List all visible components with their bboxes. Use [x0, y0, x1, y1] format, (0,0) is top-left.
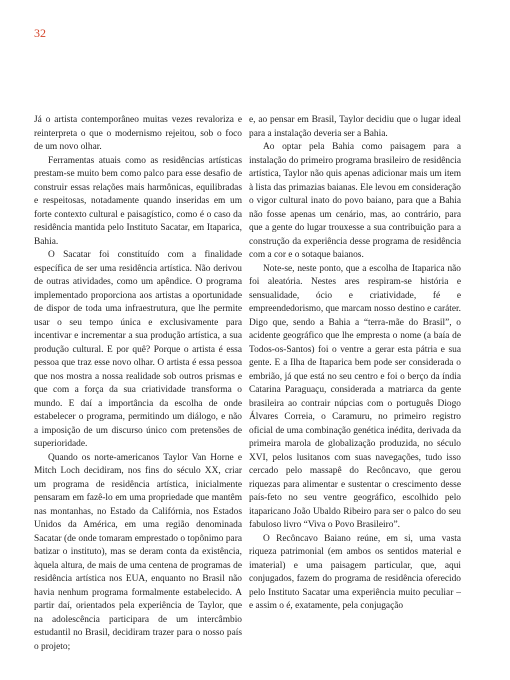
paragraph: O Recôncavo Baiano reúne, em si, uma vasta riqueza patrimonial (em ambos os sentidos material e imaterial) e uma paisagem particular, que, aqui conjugados, fazem do programa de residência oferecido pelo Instituto Sacatar uma experiência muito peculiar – e assim o é, exatamente, pela conjugação: [249, 533, 461, 611]
paragraph: Quando os norte-americanos Taylor Van Horne e Mitch Loch decidiram, nos fins do século XX, criar um programa de residência artística, inicialmente pensaram em fazê-lo em uma propriedade que mantêm nas montanhas, no Estado da Califórnia, nos Estados Unidos da América, em uma região denominada Sacatar (de onde tomaram emprestado o topônimo para batizar o instituto), mas se deram conta da existência, àquela altura, de mais de uma centena de programas de residência artística nos EUA, enquanto no Brasil não havia nenhum programa formalmente estabelecido. A partir daí, orientados pela experiência de Taylor, que na adolescência participara de um intercâmbio estudantil no Brasil, decidiram trazer para o nosso país o projeto;: [34, 452, 242, 652]
paragraph: Ao optar pela Bahia como paisagem para a instalação do primeiro programa brasileiro de residência artística, Taylor não quis apenas adicionar mais um item à lista das primazias baianas. Ele levou em consideração o vigor cultural inato do povo baiano, para que a Bahia não fosse apenas um cenário, mas, ao contrário, para que a gente do lugar trouxesse a sua contribuição para a construção da experiência desse programa de residência com a cor e o sotaque baianos.: [249, 142, 461, 260]
paragraph: O Sacatar foi constituído com a finalidade específica de ser uma residência artística. Não derivou de outras atividades, como um apêndice. O programa implementado proporciona aos artistas a oportunidade de dispor de toda uma infraestrutura, que lhe permite usar o seu tempo única e exclusivamente para incentivar e incrementar a sua produção artística, a sua produção cultural. E por quê? Porque o artista é essa pessoa que traz esse novo olhar. O artista é essa pessoa que nos mostra a nossa realidade sob outros prismas e que com a força da sua criatividade transforma o mundo. E daí a importância da escolha de onde estabelecer o programa, permitindo um diálogo, e não a imposição de um discurso único com pretensões de superioridade.: [34, 250, 242, 449]
paragraph: e, ao pensar em Brasil, Taylor decidiu que o lugar ideal para a instalação deveria ser a Bahia.: [249, 115, 461, 139]
text-column-right: [249, 114, 461, 614]
page-number: 32: [34, 26, 46, 40]
text-column-left: [34, 114, 242, 654]
paragraph: Note-se, neste ponto, que a escolha de Itaparica não foi aleatória. Nestes ares respiram-se história e sensualidade, ócio e criatividade, fé e empreendedorismo, que marcam nosso destino e caráter. Digo que, sendo a Bahia a “terra-mãe do Brasil”, o acidente geográfico que lhe empresta o nome (a baía de Todos-os-Santos) foi o ventre a gerar esta pátria e sua gente. E a Ilha de Itaparica bem pode ser considerada o embrião, já que está no seu centro e foi o berço da índia Catarina Paraguaçu, considerada a matriarca da gente brasileira ao contrair núpcias com o português Diogo Álvares Correia, o Caramuru, no primeiro registro oficial de uma combinação genética inédita, derivada da primeira marola de globalização produzida, no século XVI, pelos lusitanos com suas navegações, tudo isso cercado pelo massapê do Recôncavo, que gerou riquezas para alimentar e sustentar o crescimento desse país-feto no seu ventre geográfico, escolhido pelo itaparicano João Ubaldo Ribeiro para ser o palco do seu fabuloso livro “Viva o Povo Brasileiro”.: [249, 263, 461, 530]
paragraph: Ferramentas atuais como as residências artísticas prestam-se muito bem como palco para esse desafio de construir essas relações mais harmônicas, equilibradas e respeitosas, notadamente quando inseridas em um forte contexto cultural e paisagístico, como é o caso da residência mantida pelo Instituto Sacatar, em Itaparica, Bahia.: [34, 155, 242, 247]
paragraph: Já o artista contemporâneo muitas vezes revaloriza e reinterpreta o que o modernismo rejeitou, sob o foco de um novo olhar.: [34, 115, 242, 152]
